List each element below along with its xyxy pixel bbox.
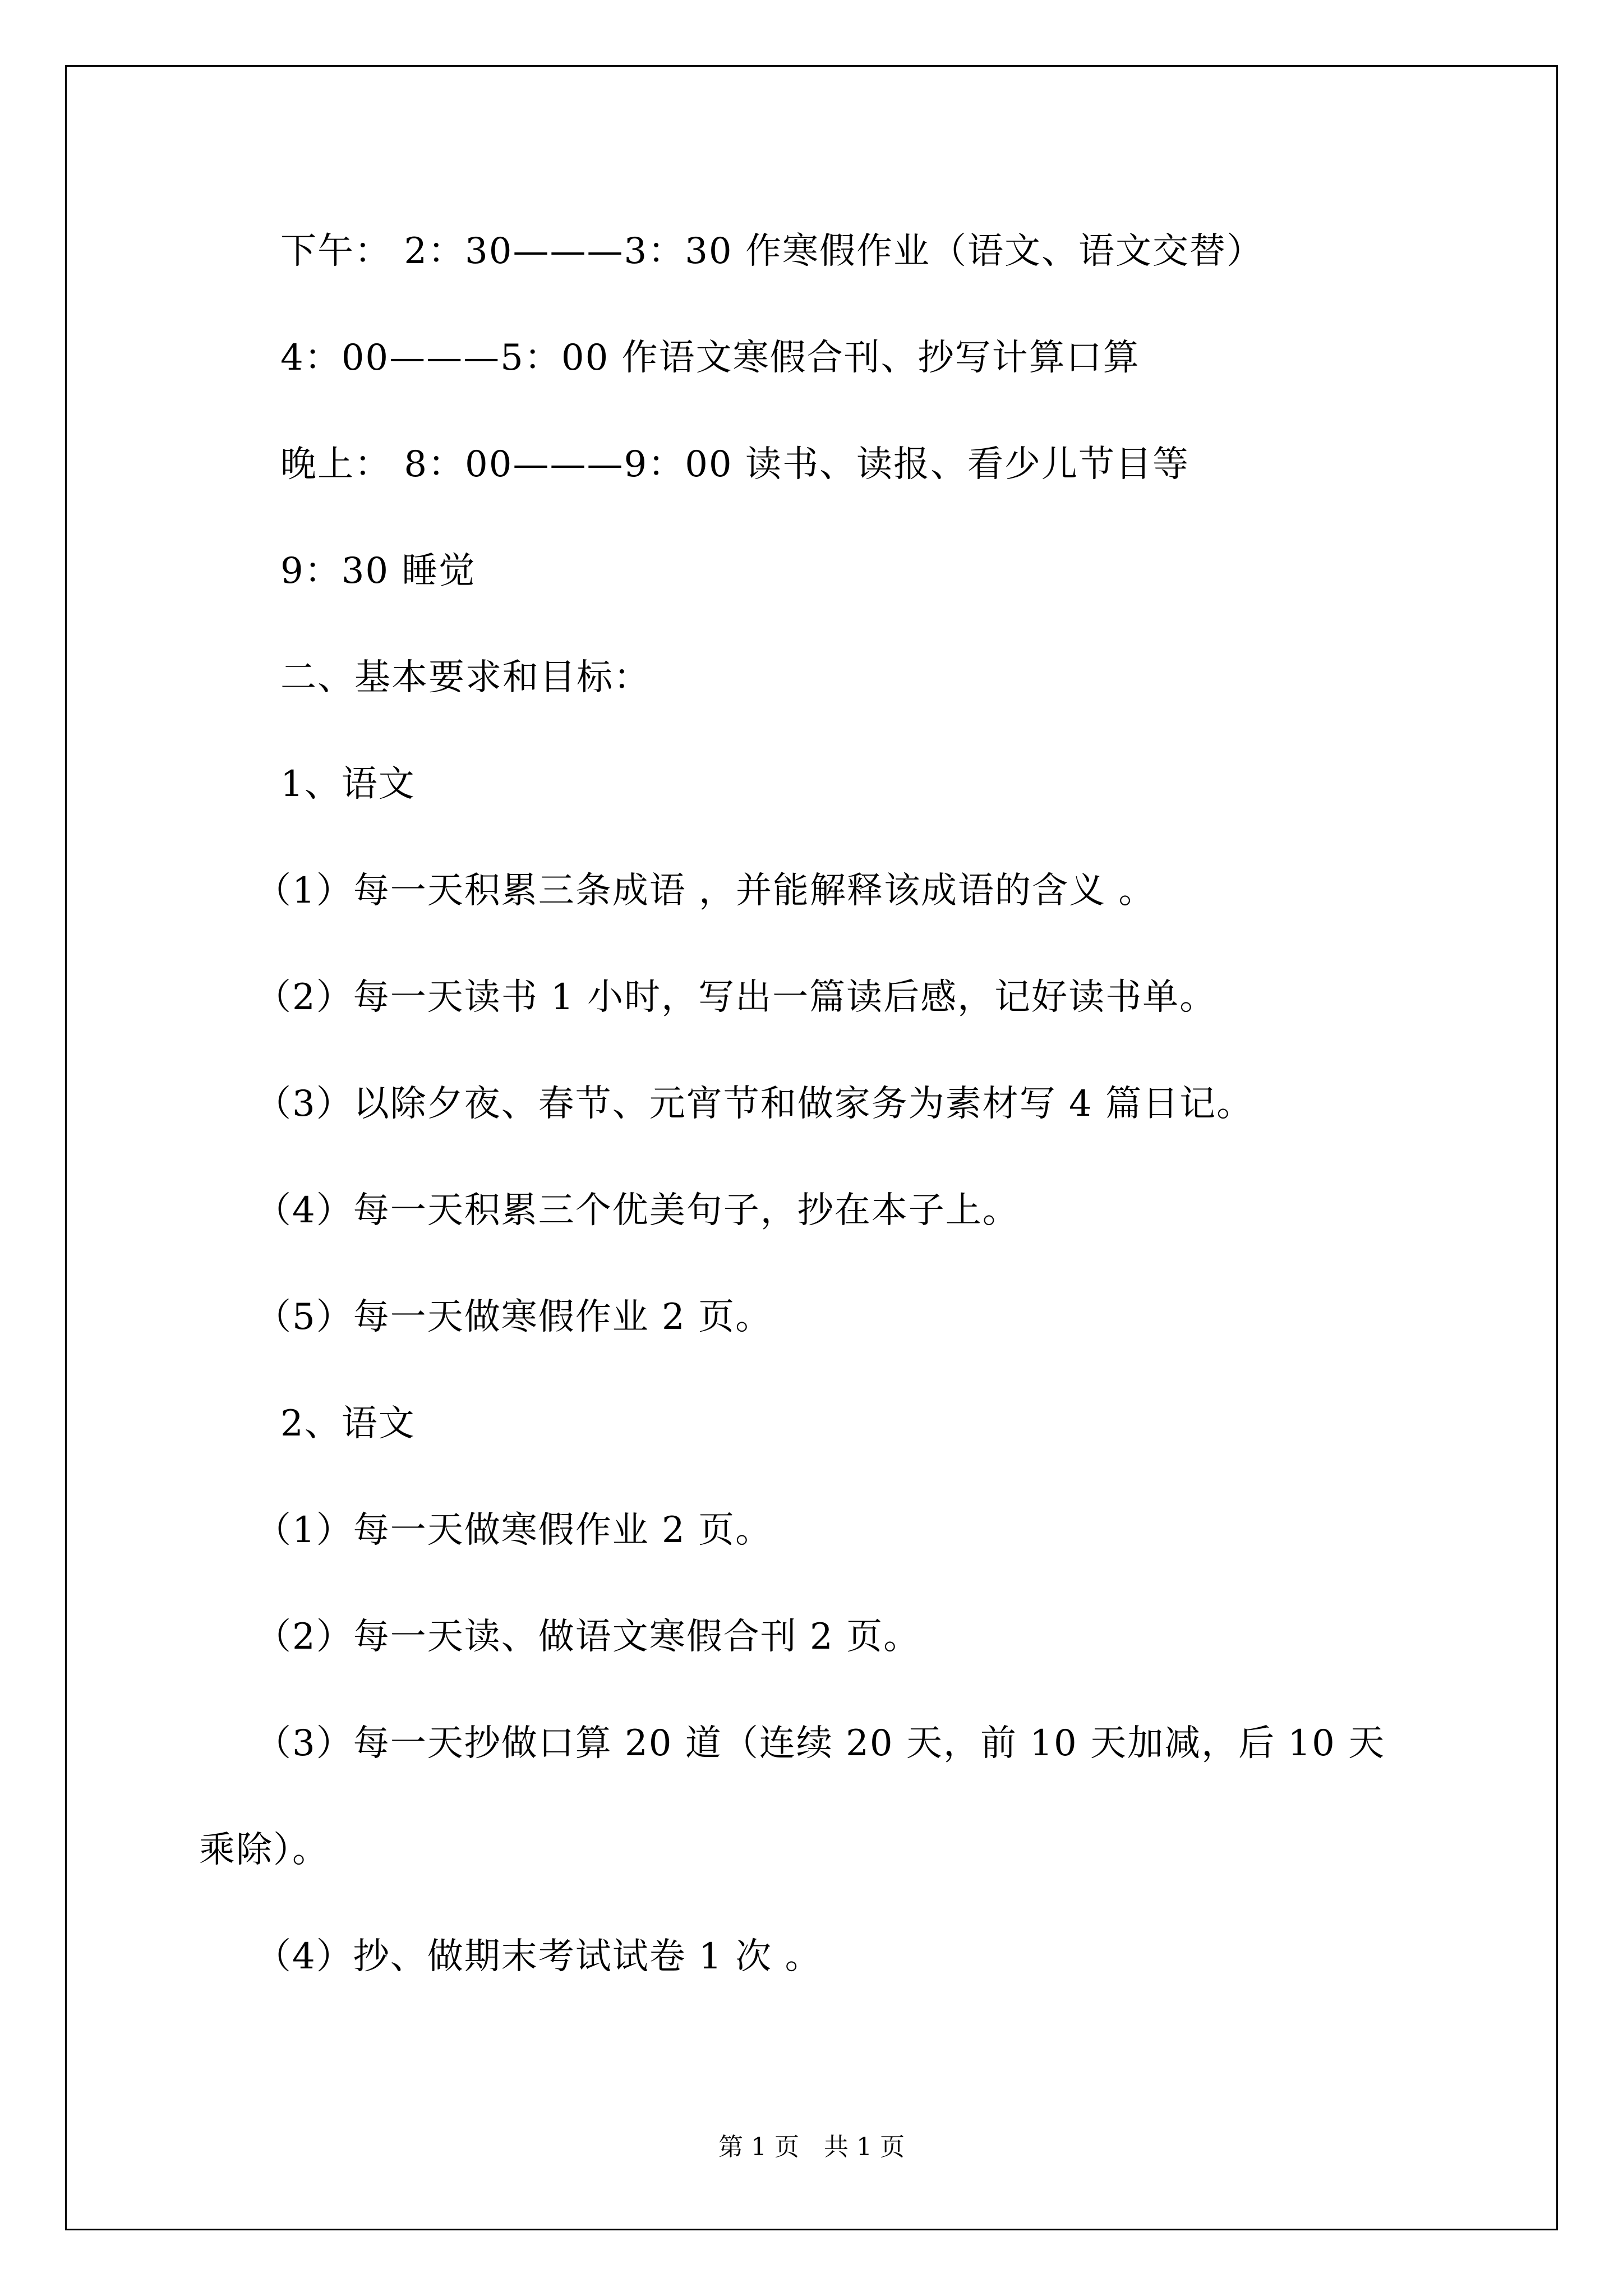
schedule-sleep: 9：30 睡觉 [280, 550, 476, 592]
section-heading-requirements: 二、基本要求和目标： [280, 657, 651, 698]
list-item: （1）每一天做寒假作业 2 页。 [255, 1510, 773, 1551]
list-item: （4）抄、做期末考试试卷 1 次 。 [255, 1936, 822, 1977]
subsection-heading-2: 2、语文 [280, 1403, 416, 1444]
list-item: （5）每一天做寒假作业 2 页。 [255, 1296, 773, 1338]
list-item: （4）每一天积累三个优美句子，抄在本子上。 [255, 1190, 1020, 1231]
page-number-footer: 第 1 页 共 1 页 [718, 2133, 905, 2161]
list-item-continuation: 乘除）。 [199, 1829, 329, 1871]
list-item: （1）每一天积累三条成语 ，并能解释该成语的含义 。 [255, 870, 1156, 912]
list-item: （2）每一天读书 1 小时，写出一篇读后感，记好读书单。 [255, 977, 1217, 1018]
list-item: （2）每一天读、做语文寒假合刊 2 页。 [255, 1616, 921, 1658]
schedule-evening: 晚上： 8：00———9：00 读书、读报、看少儿节目等 [280, 444, 1189, 485]
list-item: （3）每一天抄做口算 20 道（连续 20 天，前 10 天加减，后 10 天 [255, 1723, 1386, 1764]
list-item: （3）以除夕夜、春节、元宵节和做家务为素材写 4 篇日记。 [255, 1083, 1254, 1125]
schedule-afternoon-2: 4：00———5：00 作语文寒假合刊、抄写计算口算 [280, 337, 1140, 379]
subsection-heading-1: 1、语文 [280, 763, 416, 805]
schedule-afternoon: 下午： 2：30———3：30 作寒假作业（语文、语文交替） [280, 231, 1264, 272]
page-border [65, 65, 1558, 2230]
